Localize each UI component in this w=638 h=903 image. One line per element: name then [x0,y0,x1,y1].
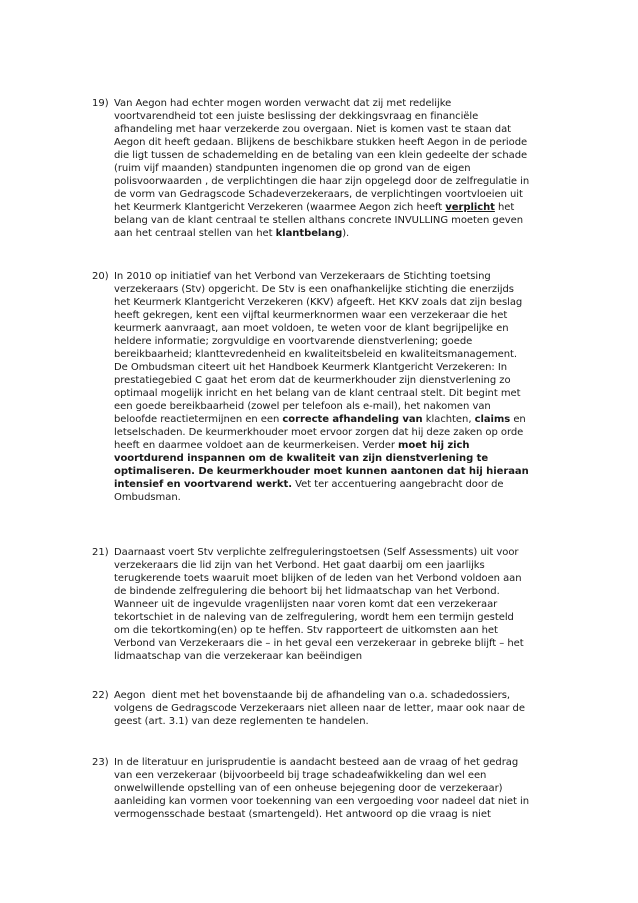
text-line [114,214,562,227]
text-line [114,149,562,162]
paragraph-number: 19) [92,98,109,109]
text-segment: Aegon dit heeft gedaan. Blijkens de beschikbare stukken heeft Aegon in de periode [114,137,528,148]
text-segment: bereikbaarheid; klanttevredenheid en kwaliteitsbeleid en kwaliteitsmanagement. [114,349,518,360]
text-segment: vermogensschade bestaat (smartengeld). Het antwoord op die vraag is niet [114,809,491,820]
text-line [114,756,562,769]
text-line [114,715,562,728]
text-segment: verzekeraars die lid zijn van het Verbond. Het gaat daarbij om een jaarlijks [114,560,485,571]
emphasis-text: intensief en voortvarend werkt. [114,479,292,490]
text-segment: terugkerende toets waaruit moet blijken of de leden van het Verbond voldoen aan [114,573,522,584]
text-line [114,322,562,335]
text-segment: (ruim vijf maanden) standpunten ingenomen die op grond van de eigen [114,163,471,174]
text-line [114,296,562,309]
text-line [114,782,562,795]
emphasis-text: optimaliseren. De keurmerkhouder moet kunnen aantonen dat hij hieraan [114,466,529,477]
text-line [114,624,562,637]
text-line [114,439,562,452]
text-segment: Ombudsman. [114,492,181,503]
text-line [114,335,562,348]
text-line [114,400,562,413]
paragraph-20 [92,270,562,504]
text-segment: optimaal mogelijk inricht en het belang van de klant centraal stelt. Dit begint met [114,388,521,399]
text-line [114,559,562,572]
text-segment: heeft gekregen, kent een vijftal keurmerknormen waar een verzekeraar die het [114,310,508,321]
text-line [114,611,562,624]
emphasis-text: klantbelang [275,228,343,239]
text-segment: klachten, [422,414,475,425]
text-line [114,546,562,559]
text-segment: heldere informatie; zorgvuldige en voortvarende dienstverlening; goede [114,336,473,347]
text-line [114,795,562,808]
paragraph-number: 23) [92,757,109,768]
text-segment: het Keurmerk Klantgericht Verzekeren (waarmee Aegon zich heeft [114,202,446,213]
text-segment: de vorm van Gedragscode Schadeverzekeraars, de verplichtingen voortvloeien uit [114,189,523,200]
text-segment: prestatiegebied C gaat het erom dat de keurmerkhouder zijn dienstverlening zo [114,375,511,386]
text-segment: De Ombudsman citeert uit het Handboek Keurmerk Klantgericht Verzekeren: In [114,362,508,373]
text-line [114,309,562,322]
text-segment: verzekeraars (Stv) opgericht. De Stv is een onafhankelijke stichting die enerzijds [114,284,514,295]
text-segment: Van Aegon had echter mogen worden verwacht dat zij met redelijke [114,98,452,109]
text-segment: onwelwillende opstelling van of een onheuse bejegening door de verzekeraar) [114,783,503,794]
text-line [114,188,562,201]
text-segment: heeft en daarmee voldoet aan de keurmerkeisen. Verder [114,440,399,451]
text-segment: ). [342,228,350,239]
text-segment: de bindende zelfregulering die behoort bij het lidmaatschap van het Verbond. [114,586,500,597]
text-segment: van een verzekeraar (bijvoorbeeld bij trage schadeafwikkeling dan wel een [114,770,487,781]
text-line [114,136,562,149]
text-line [114,465,562,478]
text-segment: een goede bereikbaarheid (zowel per telefoon als e-mail), het nakomen van [114,401,491,412]
text-segment: het Keurmerk Klantgericht Verzekeren (KKV) afgeeft. Het KKV zoals dat zijn beslag [114,297,523,308]
text-segment: aan het centraal stellen van het [114,228,276,239]
paragraph-22 [92,689,562,728]
text-line [114,572,562,585]
emphasis-text: voortdurend inspannen om de kwaliteit van zijn dienstverlening te [114,453,489,464]
text-segment: afhandeling met haar verzekerde zou overgaan. Niet is komen vast te staan dat [114,124,512,135]
text-segment: lidmaatschap van die verzekeraar kan beëindigen [114,651,363,662]
text-line [114,162,562,175]
text-line [114,478,562,491]
text-segment: volgens de Gedragscode Verzekeraars niet alleen naar de letter, maar ook naar de [114,703,525,714]
text-segment: en [510,414,526,425]
paragraph-19 [92,97,562,240]
text-line [114,808,562,821]
text-line [114,270,562,283]
text-line [114,110,562,123]
text-line [114,413,562,426]
text-segment: geest (art. 3.1) van deze reglementen te handelen. [114,716,369,727]
text-line [114,374,562,387]
text-line [114,387,562,400]
text-line [114,175,562,188]
text-line [114,227,562,240]
emphasis-text: correcte afhandeling van [282,414,423,425]
text-line [114,637,562,650]
paragraph-number: 20) [92,271,109,282]
paragraph-23 [92,756,562,821]
text-line [114,702,562,715]
text-segment: Daarnaast voert Stv verplichte zelfreguleringstoetsen (Self Assessments) uit voor [114,547,519,558]
text-segment: voortvarendheid tot een juiste beslissing der dekkingsvraag en financiële [114,111,479,122]
text-segment: Aegon dient met het bovenstaande bij de afhandeling van o.a. schadedossiers, [114,690,510,701]
text-line [114,361,562,374]
text-segment: letselschaden. De keurmerkhouder moet ervoor zorgen dat hij deze zaken op orde [114,427,524,438]
text-segment: Vet ter accentuering aangebracht door de [291,479,504,490]
text-segment: het [494,202,515,213]
paragraph-21 [92,546,562,663]
text-line [114,585,562,598]
paragraph-number: 22) [92,690,109,701]
emphasis-text: claims [474,414,511,425]
text-segment: om die tekortkoming(en) op te heffen. Stv rapporteert de uitkomsten aan het [114,625,498,636]
text-segment: beloofde reactietermijnen en een [114,414,283,425]
text-line [114,283,562,296]
paragraph-number: 21) [92,547,109,558]
text-line [114,689,562,702]
text-segment: aanleiding kan vormen voor toekenning van een vergoeding voor nadeel dat niet in [114,796,530,807]
text-segment: keurmerk aanvraagt, aan moet voldoen, te weten voor de klant begrijpelijke en [114,323,509,334]
text-line [114,123,562,136]
text-segment: Verbond van Verzekeraars die – in het geval een verzekeraar in gebreke blijft – het [114,638,524,649]
text-segment: die ligt tussen de schademelding en de betaling van een klein gedeelte der schade [114,150,528,161]
text-line [114,769,562,782]
text-segment: belang van de klant centraal te stellen althans concrete INVULLING moeten geven [114,215,524,226]
text-line [114,97,562,110]
emphasis-text: verplicht [445,202,495,213]
text-segment: In de literatuur en jurisprudentie is aandacht besteed aan de vraag of het gedrag [114,757,519,768]
text-segment: tekortschiet in de naleving van de zelfregulering, wordt hem een termijn gesteld [114,612,514,623]
text-segment: Wanneer uit de ingevulde vragenlijsten naar voren komt dat een verzekeraar [114,599,498,610]
text-line [114,452,562,465]
text-line [114,348,562,361]
text-line [114,201,562,214]
text-line [114,650,562,663]
text-line [114,426,562,439]
emphasis-text: moet hij zich [398,440,470,451]
text-line [114,598,562,611]
text-line [114,491,562,504]
text-segment: polisvoorwaarden , de verplichtingen die haar zijn opgelegd door de zelfregulatie in [114,176,530,187]
text-segment: In 2010 op initiatief van het Verbond van Verzekeraars de Stichting toetsing [114,271,491,282]
